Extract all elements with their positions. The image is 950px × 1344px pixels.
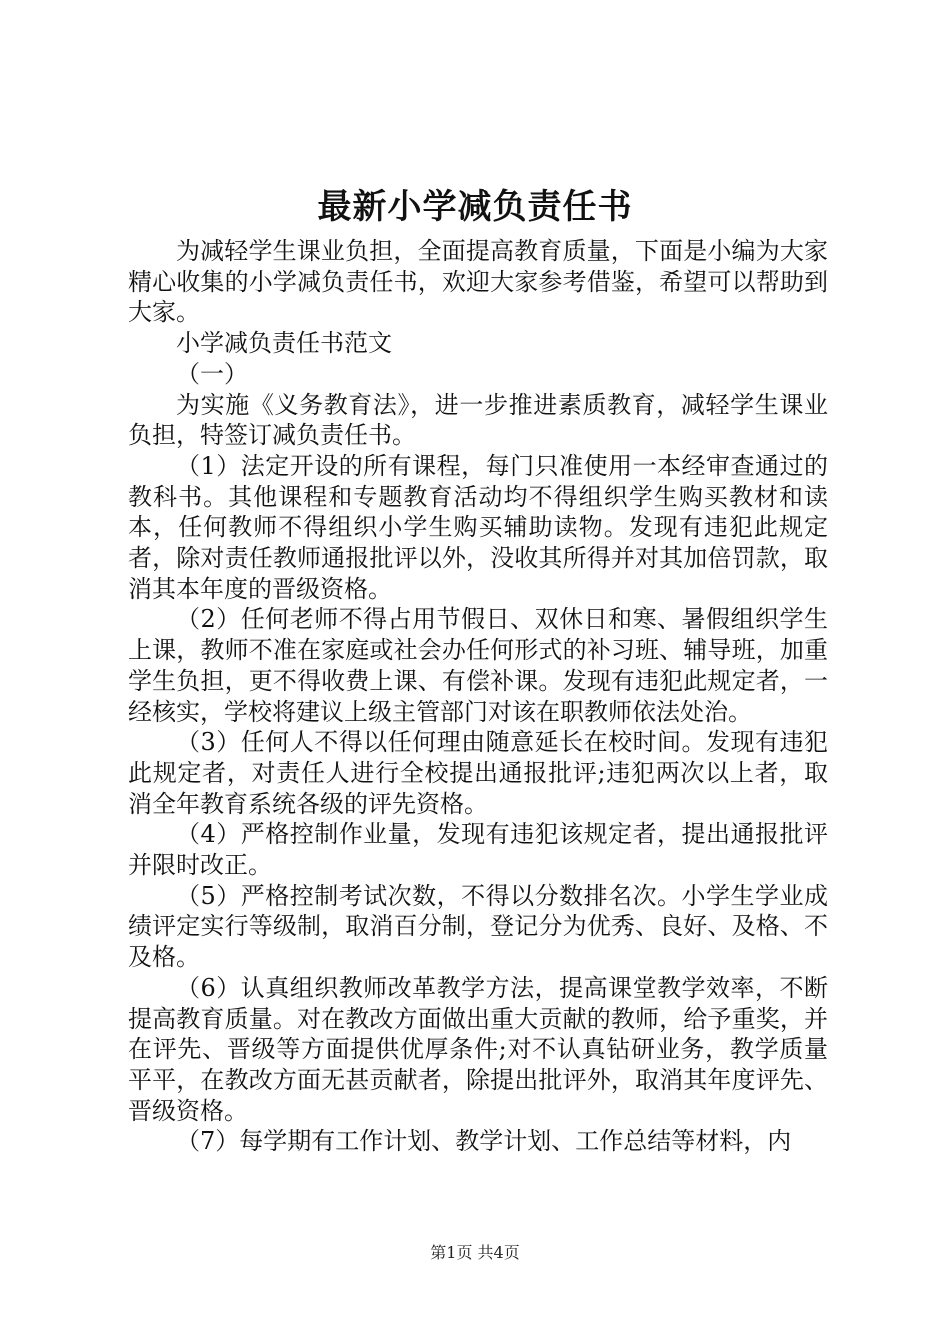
page-footer: 第1页 共4页 [430,1243,520,1262]
clause-3: （3）任何人不得以任何理由随意延长在校时间。发现有违犯此规定者，对责任人进行全校提出通报批评;违犯两次以上者，取消全年教育系统各级的评先资格。 [128,728,828,818]
section-heading: 小学减负责任书范文 [176,329,392,358]
clause-2: （2）任何老师不得占用节假日、双休日和寒、暑假组织学生上课，教师不准在家庭或社会办任何形式的补习班、辅导班，加重学生负担，更不得收费上课、有偿补课。发现有违犯此规定者，一经核实，学校将建议上级主管部门对该在职教师依法处治。 [128,605,828,726]
intro-paragraph: 为减轻学生课业负担，全面提高教育质量，下面是小编为大家精心收集的小学减负责任书，欢迎大家参考借鉴，希望可以帮助到大家。 [128,237,828,327]
clause-7: （7）每学期有工作计划、教学计划、工作总结等材料，内 [176,1127,792,1156]
clause-4: （4）严格控制作业量，发现有违犯该规定者，提出通报批评并限时改正。 [128,820,828,880]
preamble-paragraph: 为实施《义务教育法》，进一步推进素质教育，减轻学生课业负担，特签订减负责任书。 [128,390,828,450]
document-body [128,236,828,1157]
clause-6: （6）认真组织教师改革教学方法，提高课堂教学效率，不断提高教育质量。对在教改方面做出重大贡献的教师，给予重奖，并在评先、晋级等方面提供优厚条件;对不认真钻研业务，教学质量平平，在教改方面无甚贡献者，除提出批评外，取消其年度评先、晋级资格。 [128,973,828,1125]
document-title: 最新小学减负责任书 [317,187,633,227]
section-number: （一） [176,359,248,388]
clause-1: （1）法定开设的所有课程，每门只准使用一本经审查通过的教科书。其他课程和专题教育活动均不得组织学生购买教材和读本，任何教师不得组织小学生购买辅助读物。发现有违犯此规定者，除对责任教师通报批评以外，没收其所得并对其加倍罚款，取消其本年度的晋级资格。 [128,451,828,603]
clause-5: （5）严格控制考试次数，不得以分数排名次。小学生学业成绩评定实行等级制，取消百分制，登记分为优秀、良好、及格、不及格。 [128,881,828,972]
